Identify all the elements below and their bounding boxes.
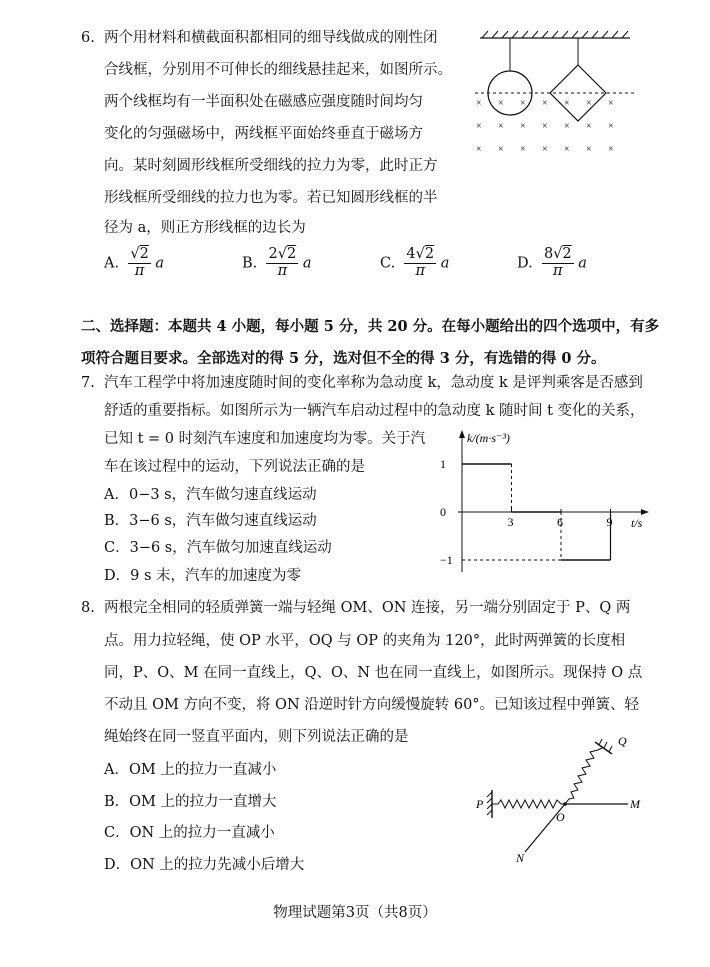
q6-line-4: 变化的匀强磁场中，两线框平面始终垂直于磁场方 (104, 126, 423, 142)
q8-option-a: A．OM 上的拉力一直减小 (104, 762, 277, 778)
page-footer: 物理试题第3页（共8页） (273, 905, 437, 921)
svg-text:×: × (564, 121, 570, 132)
q6-option-d-fraction: $\frac{8√2}{\pi}$ (543, 246, 572, 279)
q7-option-d: D．9 s 末，汽车的加速度为零 (104, 568, 302, 584)
spring-oq (565, 748, 602, 804)
q7-option-a: A．0−3 s，汽车做匀速直线运动 (104, 487, 317, 503)
label-n: N (516, 851, 525, 865)
q6-option-c-fraction: $\frac{4√2}{\pi}$ (406, 246, 435, 279)
q6-line-6: 形线框所受细线的拉力也为零。若已知圆形线框的半 (104, 190, 438, 206)
svg-text:×: × (476, 144, 482, 155)
y-axis-arrow (459, 430, 465, 438)
svg-text:×: × (564, 144, 570, 155)
q7-option-c: C．3−6 s，汽车做匀加速直线运动 (104, 540, 332, 556)
q7-line-2: 舒适的重要指标。如图所示为一辆汽车启动过程中的急动度 k 随时间 t 变化的关系， (104, 403, 645, 419)
q8-line-2: 点。用力拉轻绳，使 OP 水平，OQ 与 OP 的夹角为 120°，此时两弹簧的长度相 (104, 633, 626, 649)
svg-text:×: × (586, 144, 592, 155)
q7-line-1: 汽车工程学中将加速度随时间的变化率称为急动度 k，急动度 k 是评判乘客是否感到 (104, 375, 643, 391)
svg-text:×: × (542, 144, 548, 155)
q8-option-c: C．ON 上的拉力一直减小 (104, 825, 275, 841)
x-tick-label: 3 (507, 515, 514, 529)
q6-line-3: 两个线框均有一半面积处在磁感应强度随时间均匀 (104, 94, 423, 110)
ceiling-hatching (482, 31, 628, 38)
q6-option-a-fraction: $\frac{√2}{\pi}$ (130, 246, 149, 279)
q7-number: 7. (81, 375, 95, 391)
svg-text:×: × (542, 121, 548, 132)
spring-op (492, 800, 565, 808)
svg-text:×: × (476, 121, 482, 132)
x-axis-label: t/s (631, 516, 643, 530)
q6-line-5: 向。某时刻圆形线框所受细线的拉力为零，此时正方 (104, 158, 438, 174)
y-axis-label: k/(m·s⁻³) (467, 431, 510, 445)
section2-heading-line2: 项符合题目要求。全部选对的得 5 分，选对但不全的得 3 分，有选错的得 0 分。 (81, 350, 606, 367)
svg-text:×: × (586, 121, 592, 132)
svg-text:×: × (564, 98, 570, 109)
y-tick-label: −1 (440, 553, 453, 567)
svg-text:×: × (608, 98, 614, 109)
q6-option-d: D. $\frac{8√2}{\pi}$ a (517, 246, 587, 279)
q8-option-b: B．OM 上的拉力一直增大 (104, 794, 277, 810)
x-tick-label: 6 (557, 515, 563, 529)
q8-line-4: 不动且 OM 方向不变，将 ON 沿逆时针方向缓慢旋转 60°。已知该过程中弹簧、轻 (104, 697, 640, 713)
q8-line-3: 同，P、O、M 在同一直线上，Q、O、N 也在同一直线上，如图所示。现保持 O 点 (104, 665, 643, 681)
q7-jerk-chart (430, 426, 660, 576)
y-tick-label: 0 (440, 505, 446, 519)
q6-line-1: 两个用材料和横截面积都相同的细导线做成的刚性闭 (104, 30, 438, 46)
q6-option-b-fraction: $\frac{2√2}{\pi}$ (268, 246, 297, 279)
svg-text:×: × (498, 144, 504, 155)
q8-option-d: D．ON 上的拉力先减小后增大 (104, 857, 305, 873)
q6-option-c: C. $\frac{4√2}{\pi}$ a (380, 246, 450, 279)
svg-text:×: × (520, 121, 526, 132)
q6-line-7: 径为 a，则正方形线框的边长为 (104, 220, 306, 236)
label-p: P (476, 797, 484, 811)
svg-text:×: × (608, 144, 614, 155)
q6-line-2: 合线框，分别用不可伸长的细线悬挂起来，如图所示。 (104, 62, 452, 78)
q7-line-3: 已知 t = 0 时刻汽车速度和加速度均为零。关于汽 (104, 431, 426, 447)
y-tick-label: 1 (440, 457, 446, 471)
q6-number: 6. (81, 30, 95, 46)
svg-text:×: × (586, 98, 592, 109)
q8-line-1: 两根完全相同的轻质弹簧一端与轻绳 OM、ON 连接，另一端分别固定于 P、Q 两 (104, 600, 631, 616)
svg-text:×: × (520, 98, 526, 109)
svg-text:×: × (498, 98, 504, 109)
svg-text:×: × (542, 98, 548, 109)
section2-heading-line1: 二、选择题：本题共 4 小题，每小题 5 分，共 20 分。在每小题给出的四个选项中，有多 (81, 318, 660, 335)
q6-option-b: B. $\frac{2√2}{\pi}$ a (242, 246, 312, 279)
q6-loops-figure (470, 28, 640, 168)
x-axis-arrow (641, 509, 649, 515)
point-o (563, 802, 567, 806)
q8-line-5: 绳始终在同一竖直平面内，则下列说法正确的是 (104, 729, 409, 745)
x-tick-label: 9 (606, 515, 613, 529)
q7-option-b: B．3−6 s，汽车做匀速直线运动 (104, 513, 317, 529)
label-q: Q (618, 734, 627, 748)
q7-line-4: 车在该过程中的运动，下列说法正确的是 (104, 459, 365, 475)
q6-option-a: A. $\frac{√2}{\pi}$ a (104, 246, 165, 279)
label-m: M (630, 797, 640, 811)
q8-number: 8. (81, 600, 95, 616)
svg-text:×: × (476, 98, 482, 109)
label-o: O (556, 810, 565, 824)
svg-text:×: × (520, 144, 526, 155)
svg-text:×: × (608, 121, 614, 132)
svg-text:×: × (498, 121, 504, 132)
q8-springs-figure (470, 728, 670, 873)
wall-p-hatching (487, 792, 492, 815)
